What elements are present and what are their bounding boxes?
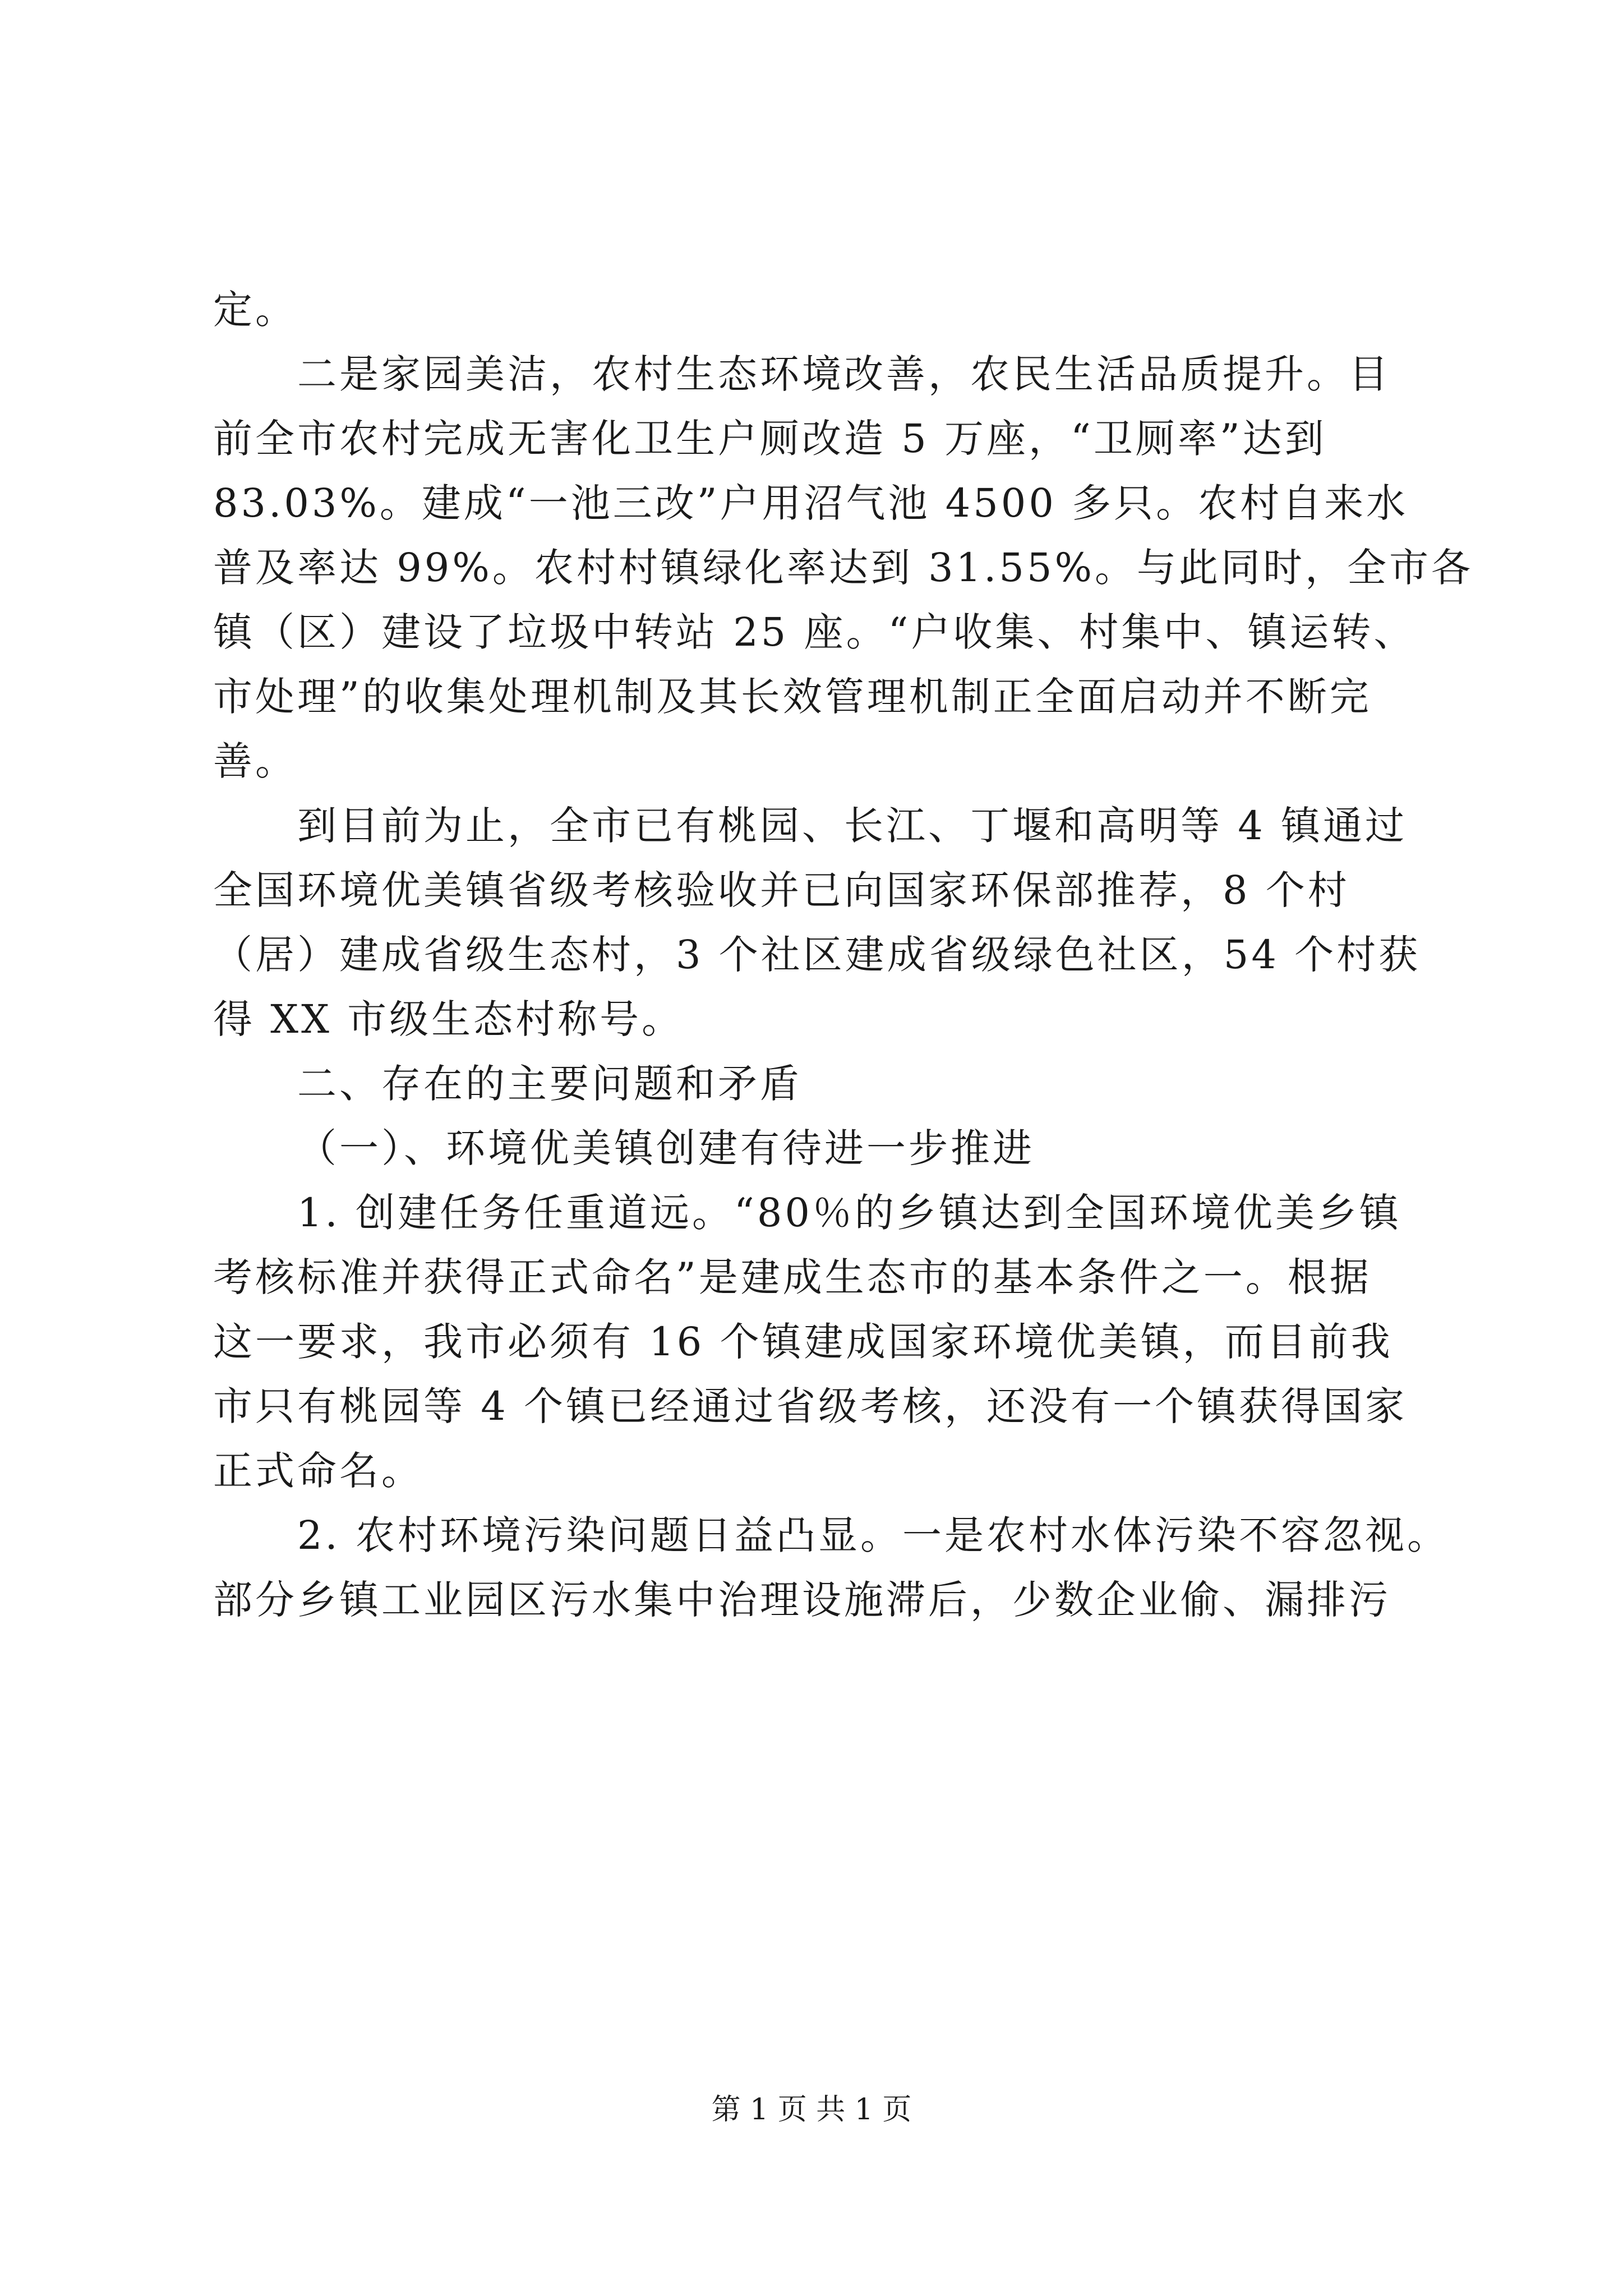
text-line: 前全市农村完成无害化卫生户厕改造 5 万座，“卫厕率”达到 — [213, 416, 1327, 462]
text-line: 镇（区）建设了垃圾中转站 25 座。“户收集、村集中、镇运转、 — [213, 609, 1416, 655]
text-line: 普及率达 99%。农村村镇绿化率达到 31.55%。与此同时，全市各 — [213, 545, 1473, 591]
text-line: 考核标准并获得正式命名”是建成生态市的基本条件之一。根据 — [213, 1254, 1372, 1300]
text-line: 部分乡镇工业园区污水集中治理设施滞后，少数企业偷、漏排污 — [213, 1577, 1391, 1623]
text-line: 正式命名。 — [213, 1448, 423, 1494]
text-line: 1. 创建任务任重道远。“80％的乡镇达到全国环境优美乡镇 — [297, 1190, 1401, 1236]
text-line: 83.03%。建成“一池三改”户用沼气池 4500 多只。农村自来水 — [213, 480, 1409, 526]
subsection-heading: （一）、环境优美镇创建有待进一步推进 — [297, 1125, 1035, 1171]
text-line: 市处理”的收集处理机制及其长效管理机制正全面启动并不断完 — [213, 674, 1372, 720]
text-line: 定。 — [213, 287, 297, 333]
text-line: （居）建成省级生态村，3 个社区建成省级绿色社区，54 个村获 — [213, 932, 1421, 978]
text-line: 得 XX 市级生态村称号。 — [213, 996, 684, 1042]
text-line: 这一要求，我市必须有 16 个镇建成国家环境优美镇，而目前我 — [213, 1319, 1393, 1365]
text-line: 二是家园美洁，农村生态环境改善，农民生活品质提升。目 — [297, 351, 1391, 397]
text-line: 市只有桃园等 4 个镇已经通过省级考核，还没有一个镇获得国家 — [213, 1383, 1408, 1429]
section-heading: 二、存在的主要问题和矛盾 — [297, 1061, 802, 1107]
page-footer: 第 1 页 共 1 页 — [711, 2093, 912, 2127]
text-line: 到目前为止，全市已有桃园、长江、丁堰和高明等 4 镇通过 — [297, 803, 1408, 849]
text-line: 全国环境优美镇省级考核验收并已向国家环保部推荐，8 个村 — [213, 867, 1350, 913]
text-line: 善。 — [213, 738, 297, 784]
text-line: 2. 农村环境污染问题日益凸显。一是农村水体污染不容忽视。 — [297, 1512, 1450, 1558]
